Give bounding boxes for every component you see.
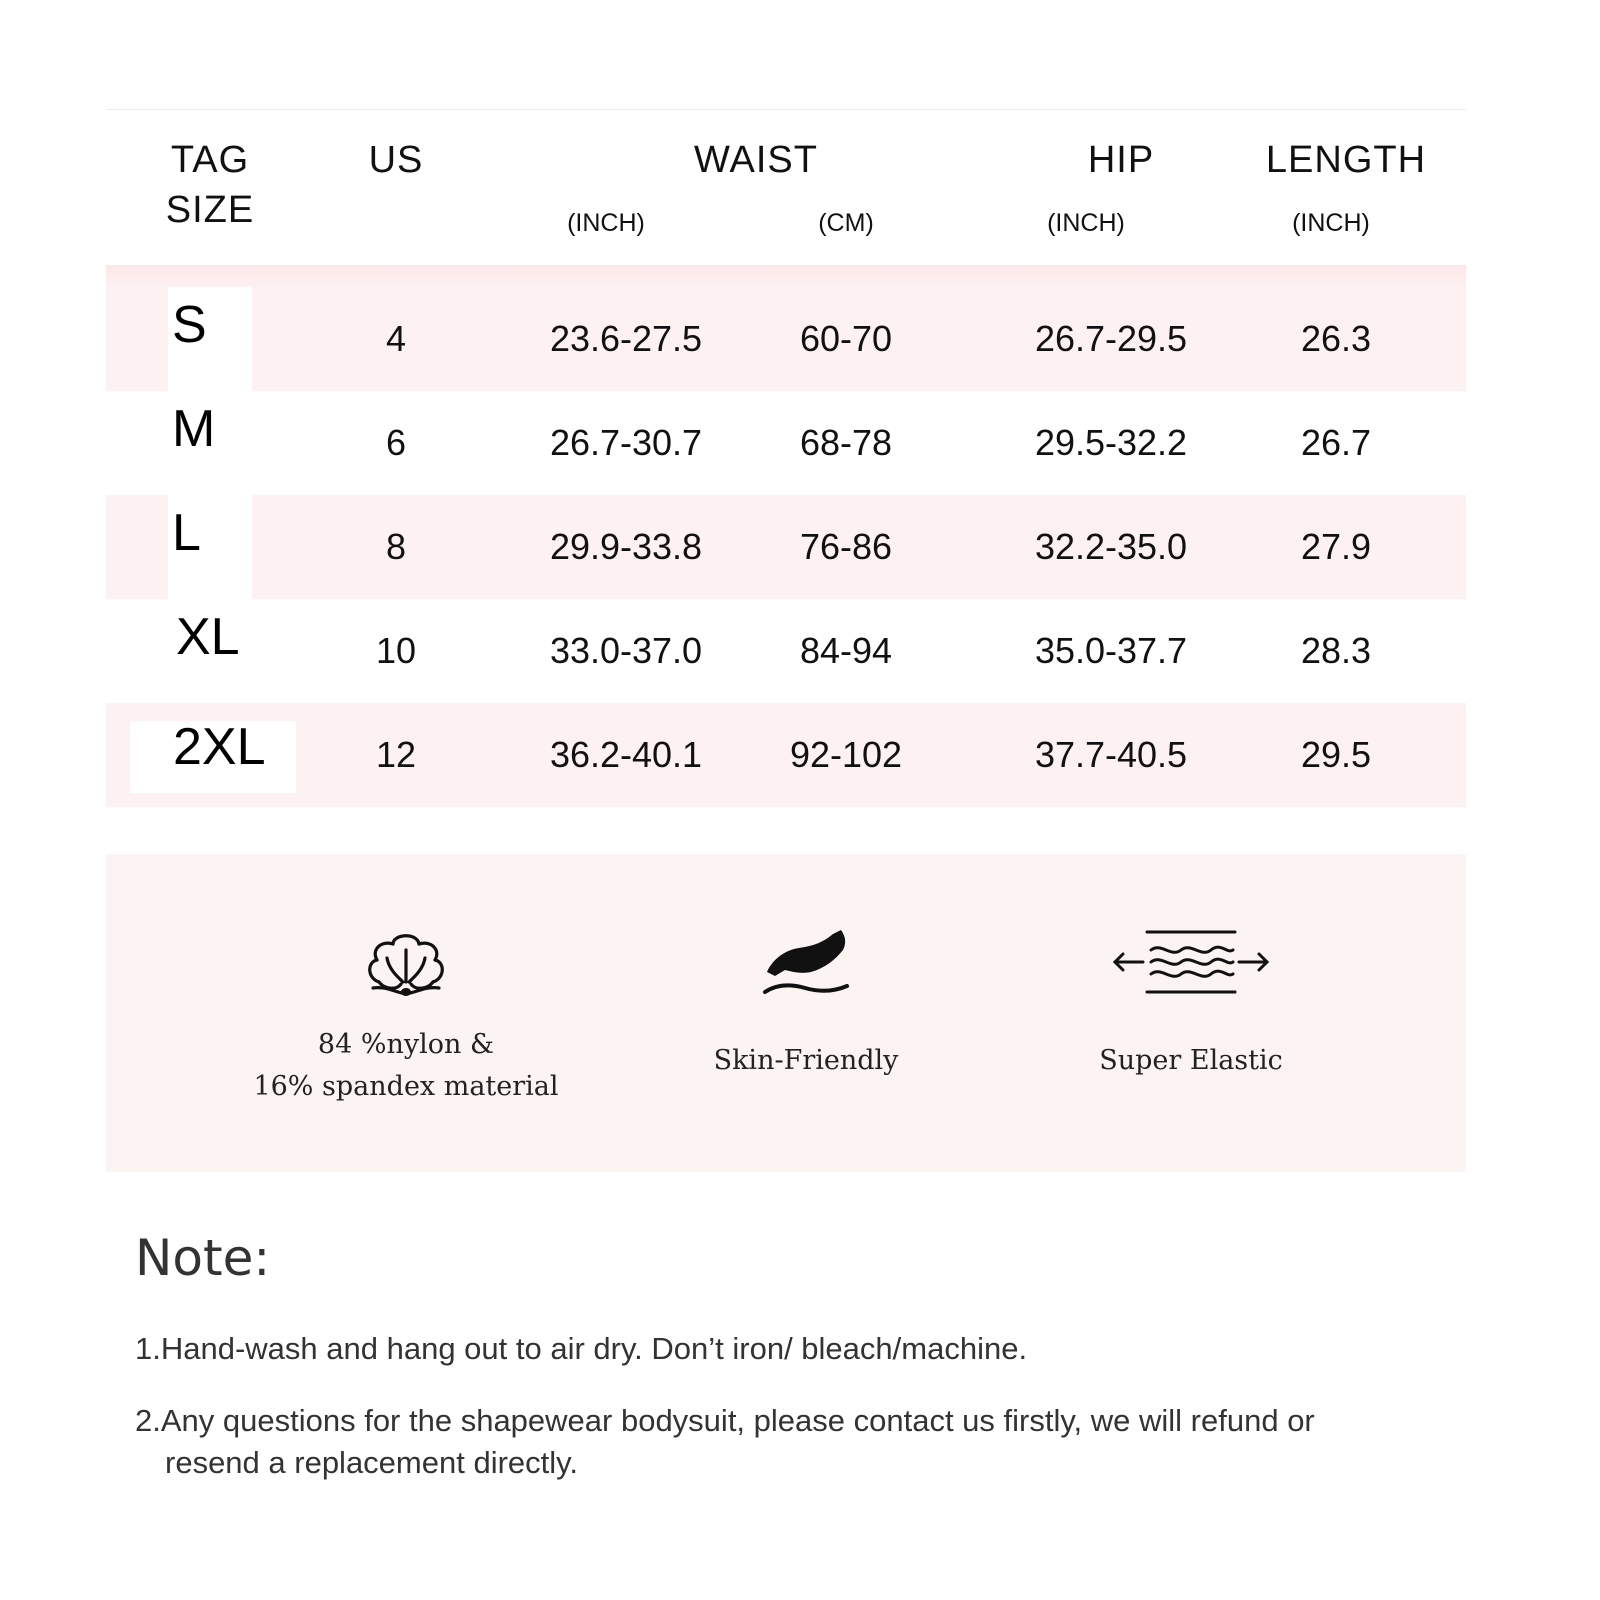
length-inch-cell: 29.5 bbox=[1300, 734, 1372, 775]
header-waist: WAIST bbox=[694, 139, 818, 181]
table-row bbox=[106, 391, 1466, 495]
length-inch-cell: 28.3 bbox=[1300, 630, 1372, 671]
waist-inch-cell: 26.7-30.7 bbox=[549, 422, 703, 463]
feature-skin-friendly bbox=[666, 928, 946, 1082]
note-item-2-line1: 2.Any questions for the shapewear bodysuit, please contact us firstly, we will refund or bbox=[135, 1403, 1315, 1438]
us-size-cell: 12 bbox=[375, 734, 417, 775]
waist-inch-cell: 23.6-27.5 bbox=[549, 318, 703, 359]
us-size-cell: 8 bbox=[385, 526, 407, 567]
feature-super-elastic bbox=[1041, 928, 1341, 1082]
material-text-line1: 84 %nylon & bbox=[317, 1029, 495, 1060]
length-inch-cell: 26.7 bbox=[1300, 422, 1372, 463]
waist-inch-cell: 33.0-37.0 bbox=[549, 630, 703, 671]
header-us: US bbox=[368, 139, 424, 181]
stretch-icon bbox=[1111, 928, 1271, 996]
note-item-1: 1.Hand-wash and hang out to air dry. Don’t iron/ bleach/machine. bbox=[135, 1331, 1028, 1366]
hip-inch-cell: 32.2-35.0 bbox=[1034, 526, 1188, 567]
us-size-cell: 6 bbox=[385, 422, 407, 463]
tag-size-cell: 2XL bbox=[173, 718, 266, 776]
hip-inch-cell: 35.0-37.7 bbox=[1034, 630, 1188, 671]
cotton-icon bbox=[363, 928, 449, 1004]
header-band bbox=[106, 265, 1466, 287]
subheader-waist-cm: (CM) bbox=[818, 209, 874, 237]
hip-inch-cell: 29.5-32.2 bbox=[1034, 422, 1188, 463]
tag-size-cell: XL bbox=[176, 608, 240, 666]
subheader-hip-inch: (INCH) bbox=[1047, 209, 1125, 237]
tag-size-cell: L bbox=[172, 504, 201, 562]
table-row bbox=[106, 703, 1466, 807]
length-inch-cell: 26.3 bbox=[1300, 318, 1372, 359]
subheader-waist-inch: (INCH) bbox=[567, 209, 645, 237]
header-length: LENGTH bbox=[1265, 139, 1427, 181]
header-hip: HIP bbox=[1087, 139, 1155, 181]
note-item-2-line2: resend a replacement directly. bbox=[165, 1445, 578, 1480]
waist-cm-cell: 68-78 bbox=[799, 422, 893, 463]
features-band bbox=[106, 854, 1466, 1172]
us-size-cell: 4 bbox=[385, 318, 407, 359]
waist-inch-cell: 29.9-33.8 bbox=[549, 526, 703, 567]
table-row bbox=[106, 599, 1466, 703]
waist-cm-cell: 76-86 bbox=[799, 526, 893, 567]
hip-inch-cell: 37.7-40.5 bbox=[1034, 734, 1188, 775]
us-size-cell: 10 bbox=[375, 630, 417, 671]
hip-inch-cell: 26.7-29.5 bbox=[1034, 318, 1188, 359]
super-elastic-text: Super Elastic bbox=[1099, 1045, 1283, 1076]
subheader-length-inch: (INCH) bbox=[1292, 209, 1370, 237]
note-title: Note: bbox=[135, 1229, 271, 1287]
table-row bbox=[106, 495, 1466, 599]
feature-material bbox=[236, 928, 576, 1108]
waist-cm-cell: 84-94 bbox=[799, 630, 893, 671]
skin-friendly-text: Skin-Friendly bbox=[713, 1045, 899, 1076]
waist-cm-cell: 60-70 bbox=[799, 318, 893, 359]
waist-inch-cell: 36.2-40.1 bbox=[549, 734, 703, 775]
material-text-line2: 16% spandex material bbox=[253, 1071, 559, 1102]
header-tag-size-line2: SIZE bbox=[165, 189, 255, 231]
tag-size-cell: S bbox=[172, 296, 207, 354]
table-row bbox=[106, 287, 1466, 391]
waist-cm-cell: 92-102 bbox=[789, 734, 903, 775]
size-table-header bbox=[106, 110, 1466, 265]
length-inch-cell: 27.9 bbox=[1300, 526, 1372, 567]
hand-icon bbox=[761, 928, 851, 998]
header-tag-size-line1: TAG bbox=[170, 139, 250, 181]
tag-size-cell: M bbox=[172, 400, 216, 458]
